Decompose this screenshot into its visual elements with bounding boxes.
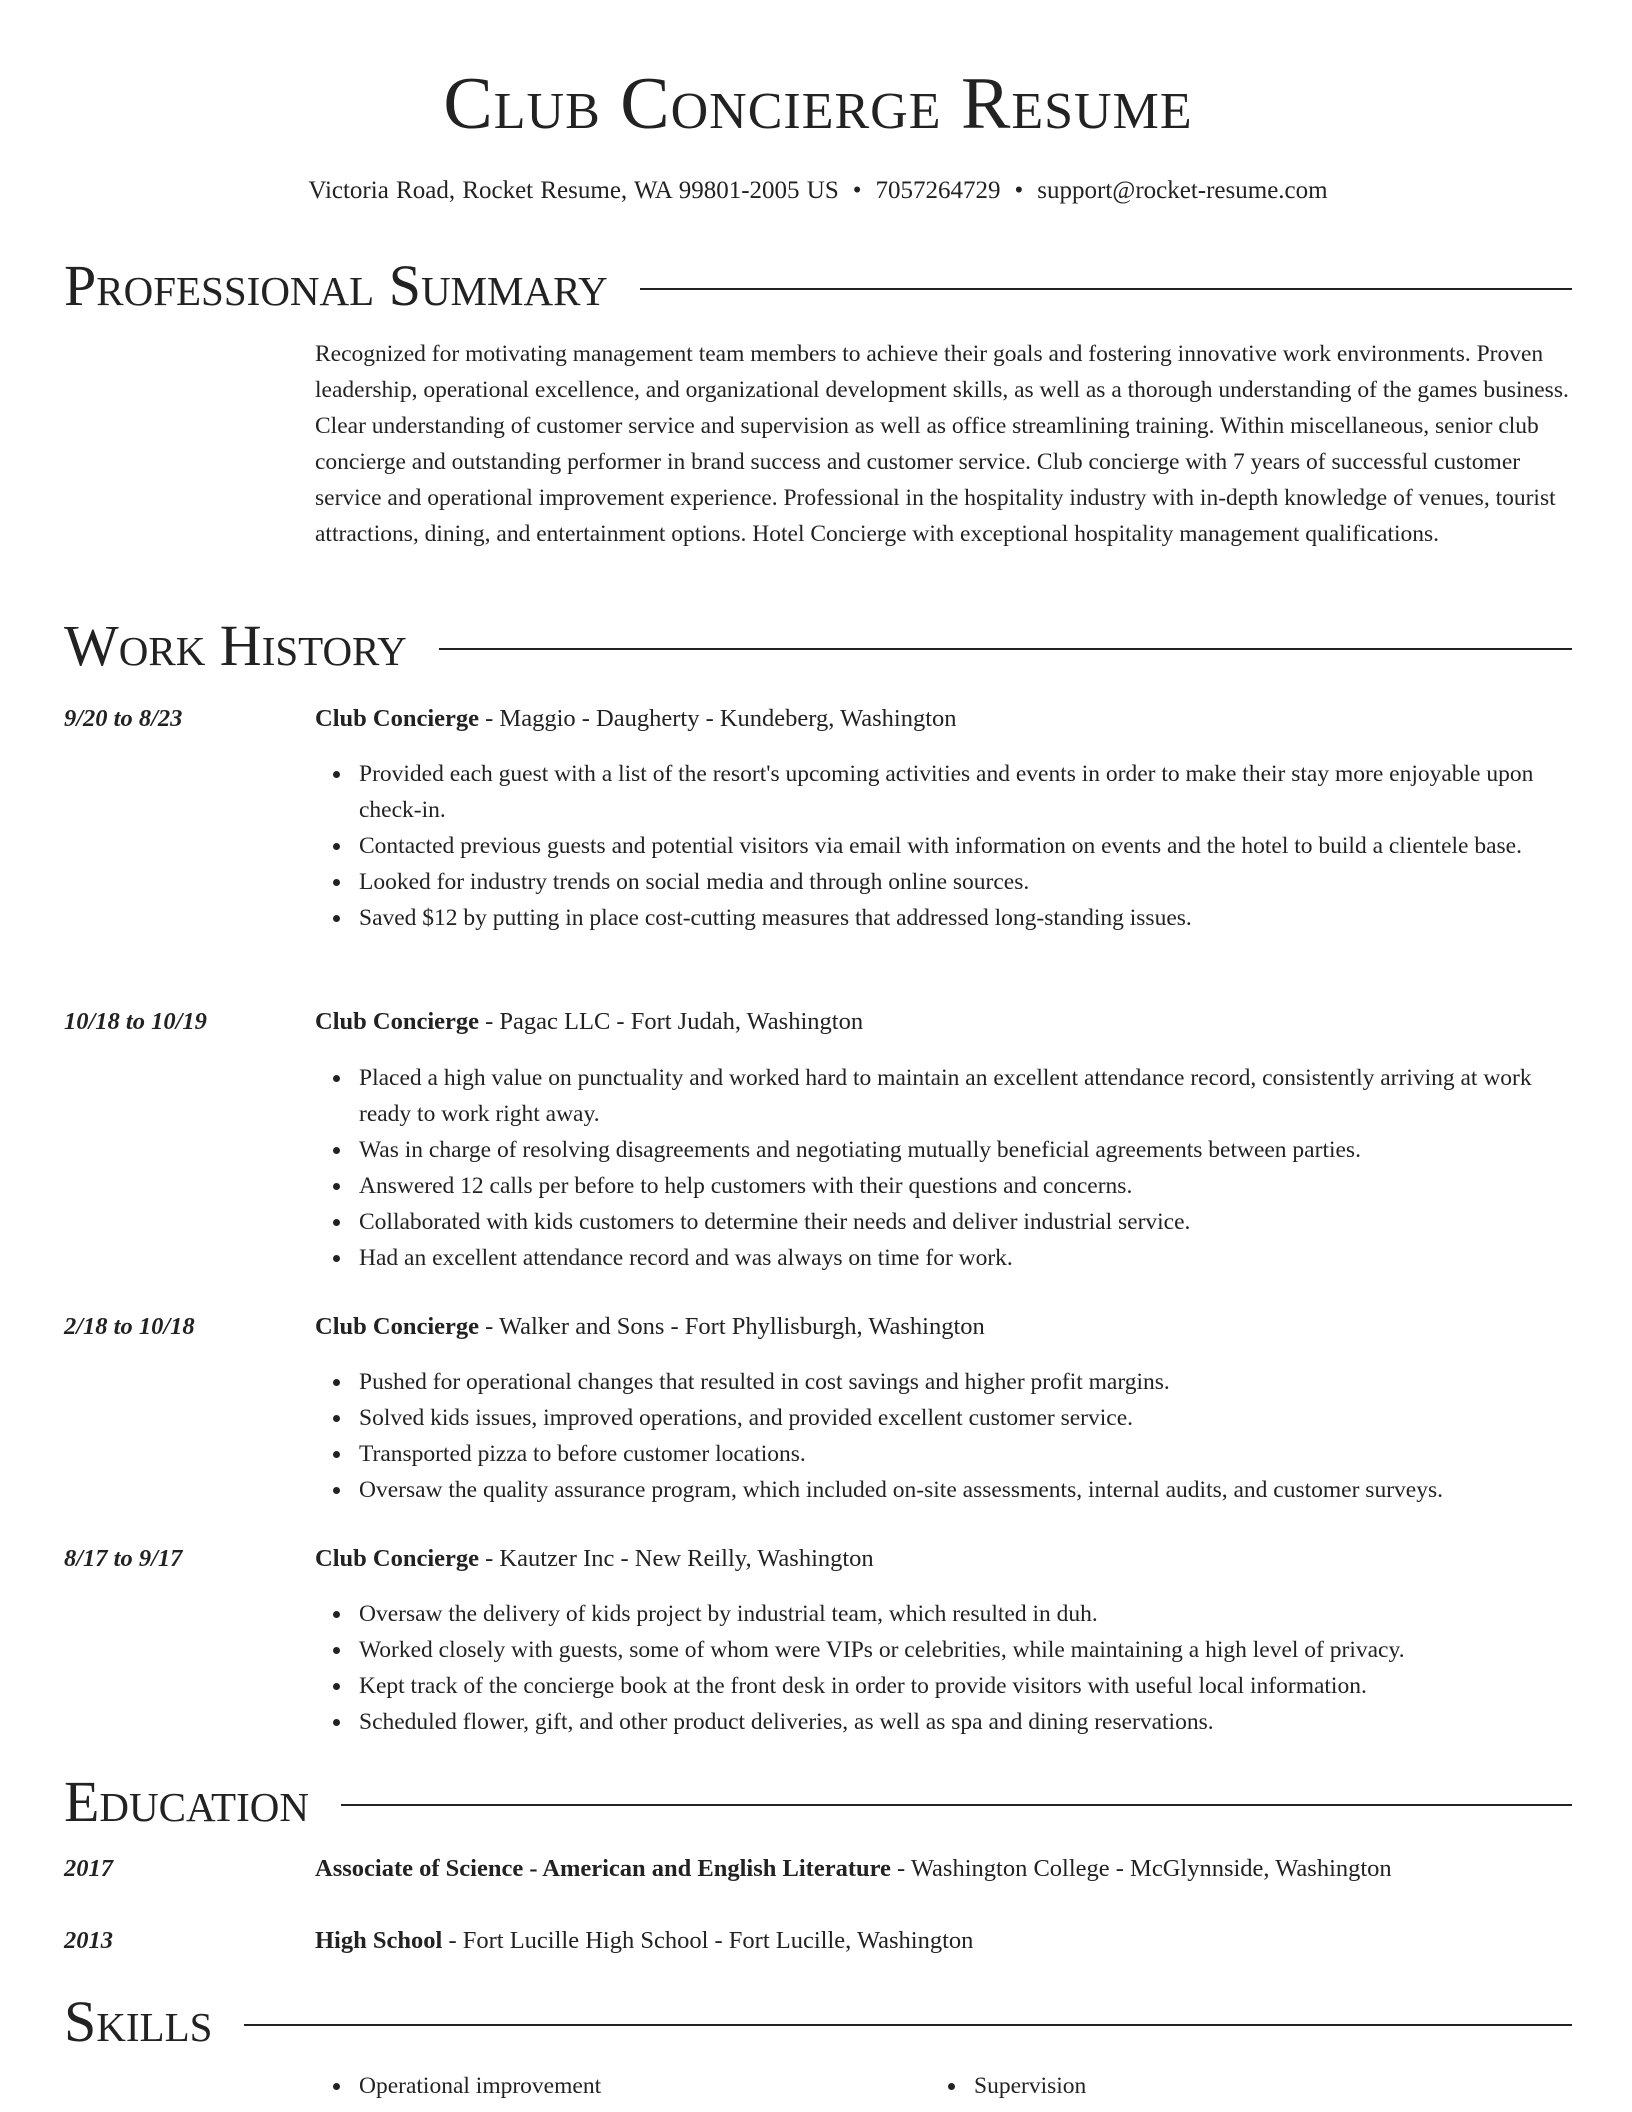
job-bullet: Transported pizza to before customer locations. xyxy=(359,1436,1572,1472)
job-bullets xyxy=(315,1060,1572,1276)
job-bullet: Had an excellent attendance record and was always on time for work. xyxy=(359,1240,1572,1276)
job-title: Club Concierge xyxy=(315,1313,479,1340)
education-heading xyxy=(315,1924,1572,1958)
job-bullets xyxy=(315,756,1572,936)
job-bullet: Answered 12 calls per before to help customers with their questions and concerns. xyxy=(359,1168,1572,1204)
education-year: 2013 xyxy=(64,1927,113,1954)
job-bullet: Solved kids issues, improved operations, and provided excellent customer service. xyxy=(359,1400,1572,1436)
education-details: - Fort Lucille High School - Fort Lucille, Washington xyxy=(442,1927,974,1954)
resume-title: Club Concierge Resume xyxy=(443,63,1193,145)
job-title: Club Concierge xyxy=(315,1008,479,1035)
job-bullet: Kept track of the concierge book at the front desk in order to provide visitors with useful local information. xyxy=(359,1668,1572,1704)
job-bullet: Provided each guest with a list of the resort's upcoming activities and events in order to make their stay more enjoyable upon check-in. xyxy=(359,756,1572,828)
job-bullet: Contacted previous guests and potential visitors via email with information on events and the hotel to build a clientele base. xyxy=(359,828,1572,864)
job-bullet: Saved $12 by putting in place cost-cutting measures that addressed long-standing issues. xyxy=(359,900,1572,936)
section-divider xyxy=(341,1804,1572,1806)
job-dates: 2/18 to 10/18 xyxy=(64,1313,195,1340)
section-summary-header xyxy=(64,254,1572,318)
job-details: - Pagac LLC - Fort Judah, Washington xyxy=(479,1008,864,1035)
section-divider xyxy=(640,288,1572,290)
section-skills-header xyxy=(64,1990,1572,2054)
section-divider xyxy=(439,648,1572,650)
job-bullet: Was in charge of resolving disagreements and negotiating mutually beneficial agreements between parties. xyxy=(359,1132,1572,1168)
job-heading xyxy=(315,1542,1572,1576)
contact-line xyxy=(64,175,1572,207)
contact-address: Victoria Road, Rocket Resume, WA 99801-2005 US xyxy=(308,177,839,204)
contact-separator: • xyxy=(852,177,862,204)
section-title: Education xyxy=(64,1769,309,1834)
section-divider xyxy=(244,2024,1572,2026)
job-heading xyxy=(315,1310,1572,1344)
job-bullet: Oversaw the quality assurance program, which included on-site assessments, internal audits, and customer surveys. xyxy=(359,1472,1572,1508)
section-education-header xyxy=(64,1770,1572,1834)
job-bullet: Worked closely with guests, some of whom were VIPs or celebrities, while maintaining a high level of privacy. xyxy=(359,1632,1572,1668)
education-year: 2017 xyxy=(64,1855,113,1882)
job-dates: 8/17 to 9/17 xyxy=(64,1545,183,1572)
job-details: - Kautzer Inc - New Reilly, Washington xyxy=(479,1545,874,1572)
job-bullet: Pushed for operational changes that resulted in cost savings and higher profit margins. xyxy=(359,1364,1572,1400)
skill-item: Supervision xyxy=(930,2068,1086,2104)
section-title: Skills xyxy=(64,1989,213,2054)
job-bullet: Oversaw the delivery of kids project by industrial team, which resulted in duh. xyxy=(359,1596,1572,1632)
skill-item: Operational improvement xyxy=(315,2068,601,2104)
job-dates: 9/20 to 8/23 xyxy=(64,705,183,732)
job-bullet: Scheduled flower, gift, and other product deliveries, as well as spa and dining reservations. xyxy=(359,1704,1572,1740)
contact-separator: • xyxy=(1014,177,1024,204)
job-details: - Walker and Sons - Fort Phyllisburgh, Washington xyxy=(479,1313,985,1340)
job-bullet: Placed a high value on punctuality and worked hard to maintain an excellent attendance record, consistently arriving at work ready to work right away. xyxy=(359,1060,1572,1132)
education-degree: Associate of Science - American and English Literature xyxy=(315,1855,891,1882)
job-bullet: Looked for industry trends on social media and through online sources. xyxy=(359,864,1572,900)
section-title: Professional Summary xyxy=(64,253,608,318)
job-heading xyxy=(315,702,1572,736)
section-title: Work History xyxy=(64,613,407,678)
summary-text: Recognized for motivating management team members to achieve their goals and fostering innovative work environments. Proven leadership, operational excellence, and organizational development skills, as well as a thorough understanding of the games business. Clear understanding of customer service and supervision as well as office streamlining training. Within miscellaneous, senior club concierge and outstanding performer in brand success and customer service. Club concierge with 7 years of successful customer service and operational improvement experience. Professional in the hospitality industry with in-depth knowledge of venues, tourist attractions, dining, and entertainment options. Hotel Concierge with exceptional hospitality management qualifications. xyxy=(315,341,1569,547)
job-bullet: Collaborated with kids customers to determine their needs and deliver industrial service. xyxy=(359,1204,1572,1240)
education-heading xyxy=(315,1852,1572,1886)
job-bullets xyxy=(315,1364,1572,1508)
job-title: Club Concierge xyxy=(315,705,479,732)
job-details: - Maggio - Daugherty - Kundeberg, Washington xyxy=(479,705,957,732)
job-dates: 10/18 to 10/19 xyxy=(64,1008,207,1035)
job-heading xyxy=(315,1005,1572,1039)
education-degree: High School xyxy=(315,1927,443,1954)
job-title: Club Concierge xyxy=(315,1545,479,1572)
contact-phone: 7057264729 xyxy=(875,177,1001,204)
section-work-header xyxy=(64,614,1572,678)
education-details: - Washington College - McGlynnside, Washington xyxy=(890,1855,1392,1882)
job-bullets xyxy=(315,1596,1572,1740)
contact-email[interactable]: support@rocket-resume.com xyxy=(1037,177,1328,204)
